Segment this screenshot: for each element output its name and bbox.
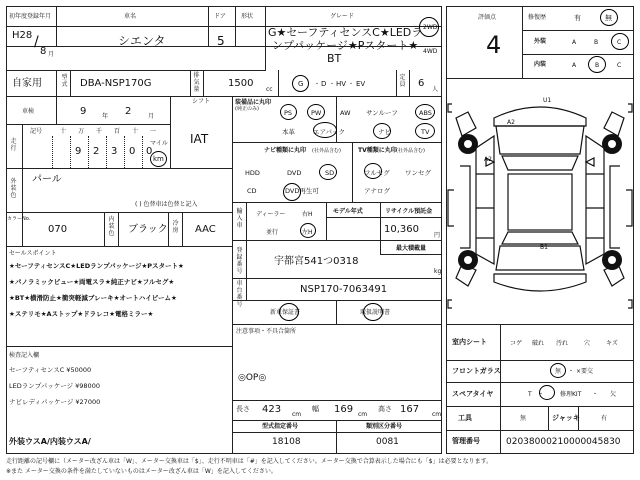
equip-abs: ABS xyxy=(419,109,432,117)
equip-navi: ナビ xyxy=(378,128,391,136)
ext-grade-c: C xyxy=(617,39,622,46)
inspection-month-unit: 月 xyxy=(148,113,155,120)
equip-pw: PW xyxy=(311,109,322,117)
handle-left: 左H xyxy=(302,229,313,236)
car-top-bracket-r xyxy=(628,104,632,112)
equip-tv-circle xyxy=(415,123,435,139)
equip-airbag-circle xyxy=(313,122,337,138)
car-name-label: 車名 xyxy=(124,13,137,20)
category-label: 類別区分番号 xyxy=(366,423,403,430)
spare-kit-circle xyxy=(539,385,555,400)
sales-point-line-4: ★ステリモ★Aストップ★ドラレコ★電格ミラー★ xyxy=(9,310,154,318)
grade-line-3: BT xyxy=(327,52,342,65)
equipment-title: 装備品に丸印 xyxy=(235,99,272,106)
sales-point-line-1: ★セーフティセンスC★LEDランプパッケージ★Pスタート★ xyxy=(9,262,184,270)
car-bottom-bracket-r xyxy=(628,300,632,308)
max-load-unit: kg xyxy=(434,268,442,275)
mileage-km-circle xyxy=(150,151,167,167)
model-value: DBA-NSP170G xyxy=(80,78,152,89)
inspector-line-3: ナビレディパッケージ ¥27000 xyxy=(9,398,101,406)
tv-analog: アナログ xyxy=(364,187,390,195)
grade-label: グレード xyxy=(330,13,355,20)
width-value: 169 xyxy=(334,404,354,415)
plate-label: 登録番号 xyxy=(236,247,243,275)
category-value: 0081 xyxy=(376,437,399,447)
sales-point-line-2: ★パノラミックビュー★両電スラ★純正ナビ★フルセグ★ xyxy=(9,278,175,286)
footer-line-1: 走行距離の記号欄に（メーター改ざん車は「W」、メーター交換車は「$」、走行不明車は「#」を記入してください。メーター交換で合算表示した場合にも「$」は必要となります。 xyxy=(6,458,493,465)
inspection-month: 2 xyxy=(125,106,132,117)
mileage-digit-3: 3 xyxy=(111,146,118,157)
fuel-d: D xyxy=(321,80,327,88)
seat-burn: コゲ xyxy=(510,340,523,347)
windshield-label: フロントガラス xyxy=(452,367,501,375)
length-label: 長さ xyxy=(236,405,250,413)
car-right-mirror xyxy=(586,158,594,166)
tv-oneseg: ワンセグ xyxy=(405,169,431,177)
spare-kit: 修理KIT xyxy=(560,391,582,398)
model-label: 型式 xyxy=(61,74,68,88)
equip-abs-circle xyxy=(415,104,435,120)
drive-4wd: 4WD xyxy=(423,48,438,55)
navi-subtitle: (社外品含む) xyxy=(312,148,341,154)
navi-dvd-play: DVD再生可 xyxy=(285,187,319,195)
car-rear-window xyxy=(502,232,578,244)
handle-parallel: 並行 xyxy=(266,229,279,236)
recycle-label: リサイクル預託金 xyxy=(385,208,433,215)
first-reg-year: H28 xyxy=(12,30,33,41)
car-name: シエンタ xyxy=(118,34,166,48)
int-grade-label: 内装 xyxy=(534,61,547,68)
navi-cd: CD xyxy=(247,187,257,195)
spare-sep-1: ・ xyxy=(538,391,545,398)
inspector-line-1: セーフティセンスC ¥50000 xyxy=(9,366,92,374)
spare-label: スペアタイヤ xyxy=(452,390,494,398)
equip-ps: PS xyxy=(284,109,293,117)
windshield-none-circle xyxy=(550,363,566,378)
inspection-year-unit: 年 xyxy=(102,113,109,120)
ac-value: AAC xyxy=(195,224,216,235)
drive-2wd-circle xyxy=(419,17,439,37)
manual: 取扱説明書 xyxy=(360,309,391,316)
diagram-label-a2-top: A2 xyxy=(507,119,515,126)
equip-ps-circle xyxy=(280,104,297,120)
car-left-door-a xyxy=(476,174,494,238)
equip-tv: TV xyxy=(421,128,430,136)
jack-label: ジャッキ xyxy=(552,414,580,422)
spare-missing: 欠 xyxy=(610,391,617,398)
grade-line-1: G★セーフティセンスC★LEDラ xyxy=(268,26,423,39)
interior-value: ブラック xyxy=(128,224,168,235)
mileage-unit-km: km xyxy=(153,155,164,163)
ext-grade-c-circle xyxy=(611,33,629,50)
sales-points-label: セールスポイント xyxy=(9,250,57,257)
recycle-unit: 円 xyxy=(434,232,441,239)
equipment-subtitle: (純正のみ) xyxy=(235,106,259,112)
car-right-bracket xyxy=(626,190,632,226)
equip-navi-circle xyxy=(373,123,391,139)
mileage-header-ju: 十 xyxy=(132,128,139,135)
notes-label: 注意事項・不具合箇所 xyxy=(236,328,297,335)
model-year-label: モデル年式 xyxy=(333,208,363,215)
inspection-year: 9 xyxy=(80,106,87,117)
tools-label: 工具 xyxy=(458,414,472,422)
displacement-label: 排気量 xyxy=(193,72,200,93)
mileage-header-man: 万 xyxy=(78,128,85,135)
height-label: 高さ xyxy=(378,405,392,413)
navi-hdd: HDD xyxy=(245,169,260,177)
length-value: 423 xyxy=(262,404,282,415)
equip-pw-circle xyxy=(307,104,325,120)
import-label: 輸入車 xyxy=(236,208,243,229)
car-front-bumper-right xyxy=(604,112,624,136)
manual-circle xyxy=(363,303,383,321)
equip-sunroof: サンルーフ xyxy=(366,109,398,117)
diagram-label-u1: U1 xyxy=(543,97,552,104)
first-reg-month: 8 xyxy=(40,46,47,57)
tv-title: TV種類に丸印 xyxy=(358,147,397,154)
diagram-label-a2-side: A2 xyxy=(484,156,492,163)
diagram-label-b1: B1 xyxy=(540,244,548,251)
navi-dvd: DVD xyxy=(287,169,302,177)
fuel-sep-1: ・ xyxy=(314,81,321,88)
first-reg-label: 初年度登録年月 xyxy=(9,13,52,20)
control-no-label: 管理番号 xyxy=(452,437,480,445)
seat-hole: 穴 xyxy=(584,340,591,347)
usage-value: 自家用 xyxy=(12,78,42,89)
car-top-bracket-l xyxy=(448,104,452,112)
fuel-g-circle xyxy=(292,75,309,92)
color-code-label: カラーNo. xyxy=(7,216,31,222)
jack-value: 有 xyxy=(601,415,608,422)
equip-airbag: エアバック xyxy=(313,128,345,136)
car-right-sill xyxy=(610,166,620,248)
shift-value: IAT xyxy=(190,132,209,146)
displacement-unit: cc xyxy=(266,86,273,93)
ext-grade-b: B xyxy=(594,39,599,46)
grade-line-2: ンプパッケージ★Pスタート★ xyxy=(272,39,419,52)
car-right-door-a xyxy=(586,174,604,238)
shift-label: シフト xyxy=(192,98,211,105)
exterior-note: ( ) 色替車は色替と記入 xyxy=(135,201,198,208)
color-code-value: 070 xyxy=(48,224,68,235)
int-grade-b-circle xyxy=(588,56,606,73)
mileage-header-10man: 十 xyxy=(60,128,67,135)
interior-label: 内装色 xyxy=(108,216,115,237)
windshield-sep: ・ xyxy=(568,368,575,375)
max-load-label: 最大積載量 xyxy=(396,245,427,252)
score-label: 評価点 xyxy=(478,14,497,21)
seat-tear: 破れ xyxy=(532,340,545,347)
capacity-value: 6 xyxy=(418,78,425,89)
score-value: 4 xyxy=(486,31,502,59)
new-warranty-circle xyxy=(279,303,299,321)
door-label: ドア xyxy=(214,13,226,20)
inspector-bottom-line: 外装ウスA/内装ウスA/ xyxy=(9,437,91,446)
sales-point-line-3: ★BT★横滑防止★衝突軽減ブレーキ★オートハイビーム★ xyxy=(9,294,177,302)
car-right-body xyxy=(586,136,604,264)
seat-label: 室内シート xyxy=(452,338,487,346)
inspector-label: 検査記入欄 xyxy=(9,352,40,359)
height-value: 167 xyxy=(400,404,420,415)
inspection-label: 車検 xyxy=(22,108,35,115)
first-reg-month-unit: 月 xyxy=(48,51,55,58)
chassis-label: 車台番号 xyxy=(236,280,243,308)
mileage-digit-1: 9 xyxy=(75,146,82,157)
width-label: 幅 xyxy=(312,405,319,413)
repair-no: 無 xyxy=(605,14,612,22)
length-unit: cm xyxy=(292,411,302,418)
mileage-digit-4: 0 xyxy=(129,146,136,157)
displacement-value: 1500 xyxy=(228,78,254,89)
spare-sep-2: ・ xyxy=(592,391,599,398)
ext-grade-a: A xyxy=(572,39,577,46)
car-hood xyxy=(496,126,584,154)
mileage-digit-2: 2 xyxy=(93,146,100,157)
inspector-line-2: LEDランプパッケージ ¥98000 xyxy=(9,382,100,390)
spare-t: T xyxy=(528,391,532,398)
first-reg-slash: / xyxy=(34,34,39,50)
seat-dirt: 汚れ xyxy=(556,340,569,347)
repair-no-circle xyxy=(600,9,618,26)
seat-scratch: キズ xyxy=(606,340,618,347)
tools-value: 無 xyxy=(520,415,527,422)
equip-leather: 本革 xyxy=(282,128,295,136)
handle-right: 右H xyxy=(302,211,313,218)
navi-dvd-play-circle xyxy=(283,183,301,201)
handle-left-circle xyxy=(300,223,316,238)
fuel-ev: EV xyxy=(356,80,366,88)
car-left-bracket xyxy=(448,190,454,226)
mileage-unit-mile: マイル xyxy=(150,140,168,147)
navi-title: ナビ種類に丸印 xyxy=(264,147,307,154)
notes-text: ◎OP◎ xyxy=(238,373,267,383)
handle-dealer: ディーラー xyxy=(256,211,286,218)
footer-line-2: ※また メーター交換の条件を満たしていないものはメーター改ざん車は「W」を記入してください。 xyxy=(6,468,277,475)
ext-grade-label: 外装 xyxy=(534,38,547,45)
windshield-none: 無 xyxy=(555,368,562,375)
tv-fullseg-circle xyxy=(364,163,382,179)
car-diagram xyxy=(446,78,634,324)
int-grade-c: C xyxy=(617,62,622,69)
shape-label: 形状 xyxy=(241,13,254,20)
car-rear-outline xyxy=(494,274,586,291)
height-unit: cm xyxy=(432,411,442,418)
ac-label: 冷房 xyxy=(172,220,179,234)
navi-sd-circle xyxy=(319,164,337,180)
capacity-unit: 人 xyxy=(432,86,439,93)
car-bottom-bracket-l xyxy=(448,300,452,308)
windshield-replace: ×要交 xyxy=(576,368,594,375)
new-warranty: 新車保証書 xyxy=(270,309,301,316)
drive-2wd: 2WD xyxy=(423,24,438,31)
car-windshield xyxy=(502,156,578,170)
control-no-value: 02038000210000045830 xyxy=(506,437,621,447)
width-unit: cm xyxy=(358,411,368,418)
approval-value: 18108 xyxy=(272,437,301,447)
chassis-value: NSP170-7063491 xyxy=(300,284,388,295)
door-count: 5 xyxy=(217,34,225,48)
mileage-header-sen: 千 xyxy=(96,128,103,135)
mileage-header-symbol: 記号 xyxy=(30,128,43,135)
exterior-label: 外装色 xyxy=(10,178,17,199)
plate-value: 宇都宮541つ0318 xyxy=(274,256,359,267)
repair-yes: 有 xyxy=(574,14,581,22)
exterior-value: パール xyxy=(32,174,62,185)
mileage-header-ichi: 一 xyxy=(150,128,157,135)
car-roof xyxy=(508,174,572,230)
mileage-digit-5: 0 xyxy=(146,146,153,157)
fuel-sep-2: ・ xyxy=(329,81,336,88)
equip-aw: AW xyxy=(340,109,351,117)
fuel-sep-3: ・ xyxy=(348,81,355,88)
recycle-value: 10,360 xyxy=(384,224,419,235)
navi-sd: SD xyxy=(325,169,335,177)
approval-label: 型式指定番号 xyxy=(262,423,299,430)
car-left-sill xyxy=(460,166,470,248)
int-grade-a: A xyxy=(572,62,577,69)
repair-label: 修復歴 xyxy=(528,14,547,21)
int-grade-b: B xyxy=(595,62,600,69)
fuel-hv: HV xyxy=(336,80,347,88)
mileage-label: 走行 xyxy=(10,138,17,152)
tv-subtitle: (社外品含む) xyxy=(396,148,425,154)
car-front-bumper-left xyxy=(456,112,476,136)
mileage-header-hyaku: 百 xyxy=(114,128,121,135)
tv-fullseg: フルセグ xyxy=(364,169,390,177)
capacity-label: 定員 xyxy=(399,74,406,88)
fuel-g: G xyxy=(298,80,304,88)
